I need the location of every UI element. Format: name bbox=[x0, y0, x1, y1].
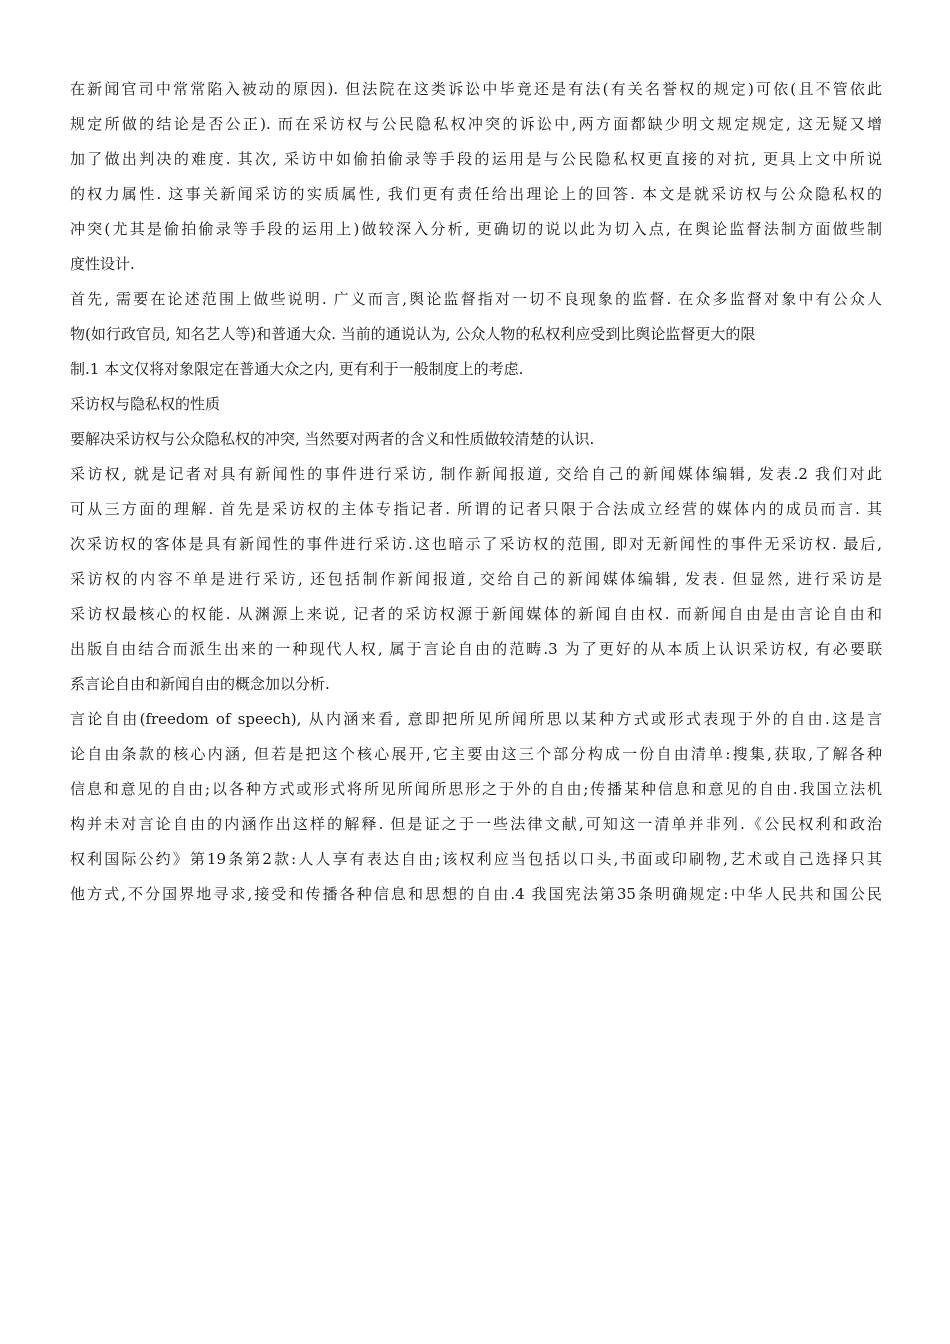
paragraph-1 bbox=[70, 72, 882, 282]
text-line: 他方式,不分国界地寻求,接受和传播各种信息和思想的自由.4 我国宪法第35条明确规定:中华人民共和国公民 bbox=[70, 885, 882, 903]
heading-text: 采访权与隐私权的性质 bbox=[70, 395, 221, 413]
text-line: 加了做出判决的难度. 其次, 采访中如偷拍偷录等手段的运用是与公民隐私权更直接的对抗, 更具上文中所说 bbox=[70, 150, 882, 168]
paragraph-5 bbox=[70, 457, 882, 702]
text-line: 首先, 需要在论述范围上做些说明. 广义而言,舆论监督指对一切不良现象的监督. 在众多监督对象中有公众人 bbox=[70, 290, 882, 308]
text-line: 信息和意见的自由;以各种方式或形式将所见所闻所思形之于外的自由;传播某种信息和意见的自由.我国立法机 bbox=[70, 780, 882, 798]
text-line: 出版自由结合而派生出来的一种现代人权, 属于言论自由的范畴.3 为了更好的从本质上认识采访权, 有必要联 bbox=[70, 640, 882, 658]
document-body bbox=[70, 72, 882, 912]
text-line: 采访权最核心的权能. 从渊源上来说, 记者的采访权源于新闻媒体的新闻自由权. 而新闻自由是由言论自由和 bbox=[70, 605, 882, 623]
text-line: 冲突(尤其是偷拍偷录等手段的运用上)做较深入分析, 更确切的说以此为切入点, 在舆论监督法制方面做些制 bbox=[70, 220, 882, 238]
text-line: 系言论自由和新闻自由的概念加以分析. bbox=[70, 675, 330, 693]
text-line: 权利国际公约》第19条第2款:人人享有表达自由;该权利应当包括以口头,书面或印刷物,艺术或自己选择只其 bbox=[70, 850, 882, 868]
text-line: 采访权, 就是记者对具有新闻性的事件进行采访, 制作新闻报道, 交给自己的新闻媒体编辑, 发表.2 我们对此 bbox=[70, 465, 882, 483]
text-line: 在新闻官司中常常陷入被动的原因). 但法院在这类诉讼中毕竟还是有法(有关名誉权的规定)可依(且不管依此 bbox=[70, 80, 882, 98]
text-line: 要解决采访权与公众隐私权的冲突, 当然要对两者的含义和性质做较清楚的认识. bbox=[70, 430, 595, 448]
text-line: 言论自由(freedom of speech), 从内涵来看, 意即把所见所闻所思以某种方式或形式表现于外的自由.这是言 bbox=[70, 710, 882, 728]
paragraph-2 bbox=[70, 282, 882, 387]
text-line: 制.1 本文仅将对象限定在普通大众之内, 更有利于一般制度上的考虑. bbox=[70, 360, 524, 378]
section-heading bbox=[70, 387, 882, 422]
text-line: 的权力属性. 这事关新闻采访的实质属性, 我们更有责任给出理论上的回答. 本文是就采访权与公众隐私权的 bbox=[70, 185, 882, 203]
text-line: 构并未对言论自由的内涵作出这样的解释. 但是证之于一些法律文献,可知这一清单并非列.《公民权利和政治 bbox=[70, 815, 882, 833]
text-line: 可从三方面的理解. 首先是采访权的主体专指记者. 所谓的记者只限于合法成立经营的媒体内的成员而言. 其 bbox=[70, 500, 882, 518]
text-line: 度性设计. bbox=[70, 255, 135, 273]
text-line: 次采访权的客体是具有新闻性的事件进行采访.这也暗示了采访权的范围, 即对无新闻性的事件无采访权. 最后, bbox=[70, 535, 882, 553]
paragraph-6 bbox=[70, 702, 882, 912]
text-line: 规定所做的结论是否公正). 而在采访权与公民隐私权冲突的诉讼中,两方面都缺少明文规定规定, 这无疑又增 bbox=[70, 115, 882, 133]
paragraph-4 bbox=[70, 422, 882, 457]
text-line: 物(如行政官员, 知名艺人等)和普通大众. 当前的通说认为, 公众人物的私权利应受到比舆论监督更大的限 bbox=[70, 325, 756, 343]
text-line: 论自由条款的核心内涵, 但若是把这个核心展开,它主要由这三个部分构成一份自由清单:搜集,获取,了解各种 bbox=[70, 745, 882, 763]
text-line: 采访权的内容不单是进行采访, 还包括制作新闻报道, 交给自己的新闻媒体编辑, 发表. 但显然, 进行采访是 bbox=[70, 570, 882, 588]
